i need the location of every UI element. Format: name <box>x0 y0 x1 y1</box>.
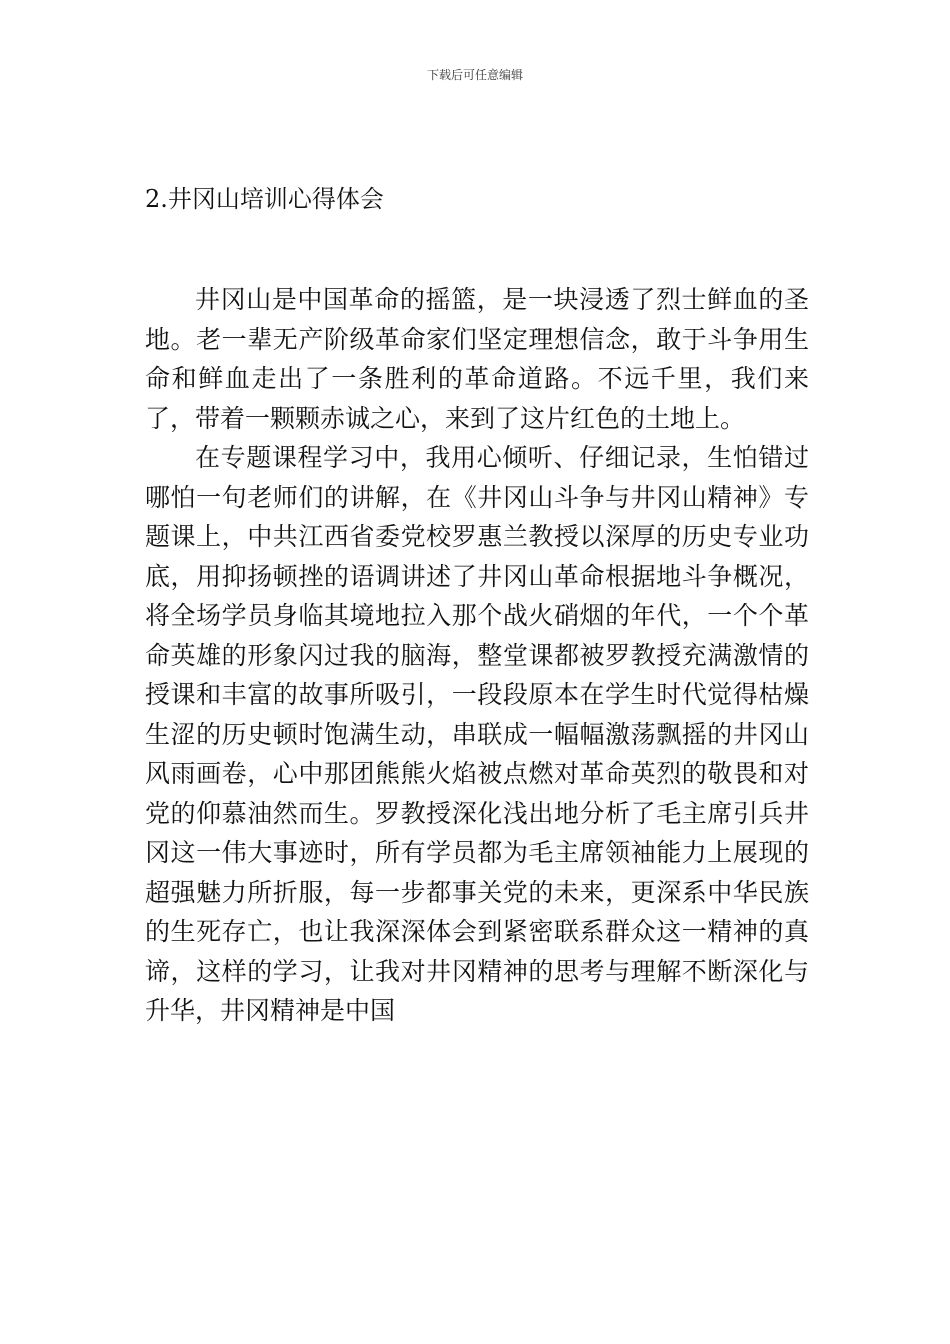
paragraph-1: 井冈山是中国革命的摇篮，是一块浸透了烈士鲜血的圣地。老一辈无产阶级革命家们坚定理想信念，敢于斗争用生命和鲜血走出了一条胜利的革命道路。不远千里，我们来了，带着一颗颗赤诚之心，来到了这片红色的土地上。 <box>145 285 809 433</box>
page-header-note: 下载后可任意编辑 <box>426 68 523 82</box>
document-body <box>145 280 809 1031</box>
document-title: 2.井冈山培训心得体会 <box>145 185 384 213</box>
paragraph-2: 在专题课程学习中，我用心倾听、仔细记录，生怕错过哪怕一句老师们的讲解，在《井冈山斗争与井冈山精神》专题课上，中共江西省委党校罗惠兰教授以深厚的历史专业功底，用抑扬顿挫的语调讲述了井冈山革命根据地斗争概况，将全场学员身临其境地拉入那个战火硝烟的年代，一个个革命英雄的形象闪过我的脑海，整堂课都被罗教授充满激情的授课和丰富的故事所吸引，一段段原本在学生时代觉得枯燥生涩的历史顿时饱满生动，串联成一幅幅激荡飘摇的井冈山风雨画卷，心中那团熊熊火焰被点燃对革命英烈的敬畏和对党的仰慕油然而生。罗教授深化浅出地分析了毛主席引兵井冈这一伟大事迹时，所有学员都为毛主席领袖能力上展现的超强魅力所折服，每一步都事关党的未来，更深系中华民族的生死存亡，也让我深深体会到紧密联系群众这一精神的真谛，这样的学习，让我对井冈精神的思考与理解不断深化与升华，井冈精神是中国 <box>145 443 809 1025</box>
